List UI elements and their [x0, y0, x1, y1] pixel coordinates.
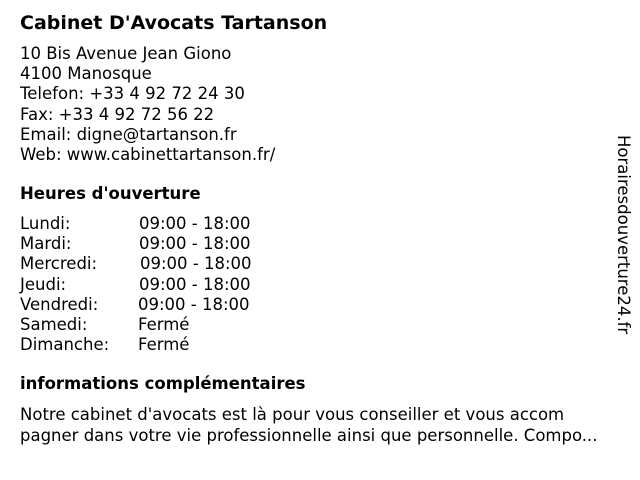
website-url[interactable]: Web: www.cabinettartanson.fr/	[20, 144, 276, 164]
description-line-1: Notre cabinet d'avocats est là pour vous conseiller et vous accom	[20, 405, 565, 424]
additional-info-heading: informations complémentaires	[20, 374, 306, 393]
time-value: 09:00 - 18:00	[139, 214, 251, 233]
description-line-2: pagner dans votre vie professionnelle ainsi que personnelle. Compo...	[20, 426, 598, 445]
description-text	[20, 404, 632, 446]
day-label: Dimanche:	[20, 335, 110, 355]
hours-row-friday	[20, 295, 320, 315]
time-value: 09:00 - 18:00	[138, 294, 250, 314]
day-label: Lundi:	[20, 214, 71, 233]
opening-hours-heading: Heures d'ouverture	[20, 184, 201, 203]
fax-number: Fax: +33 4 92 72 56 22	[20, 104, 215, 124]
address-street: 10 Bis Avenue Jean Giono	[20, 44, 232, 63]
day-label: Mardi:	[20, 234, 72, 254]
hours-row-sunday	[20, 335, 320, 355]
time-value: 09:00 - 18:00	[139, 234, 251, 254]
time-value: Fermé	[138, 314, 190, 334]
time-value: 09:00 - 18:00	[140, 254, 252, 274]
contact-block	[20, 44, 275, 165]
day-label: Vendredi:	[20, 294, 99, 314]
hours-row-wednesday	[20, 254, 320, 274]
time-value: Fermé	[138, 335, 190, 355]
phone-number[interactable]: Telefon: +33 4 92 72 24 30	[20, 84, 245, 104]
hours-row-monday	[20, 214, 320, 234]
address-city: 4100 Manosque	[20, 64, 152, 84]
day-label: Mercredi:	[20, 254, 98, 274]
hours-row-saturday	[20, 315, 320, 335]
watermark-container	[612, 135, 634, 375]
site-watermark: Horairesdouverture24.fr	[614, 135, 633, 335]
day-label: Samedi:	[20, 314, 88, 334]
day-label: Jeudi:	[20, 274, 67, 294]
business-name: Cabinet D'Avocats Tartanson	[20, 12, 328, 34]
hours-row-thursday	[20, 275, 320, 295]
email-address[interactable]: Email: digne@tartanson.fr	[20, 124, 237, 144]
time-value: 09:00 - 18:00	[139, 274, 251, 294]
opening-hours-table	[20, 214, 320, 355]
hours-row-tuesday	[20, 234, 320, 254]
